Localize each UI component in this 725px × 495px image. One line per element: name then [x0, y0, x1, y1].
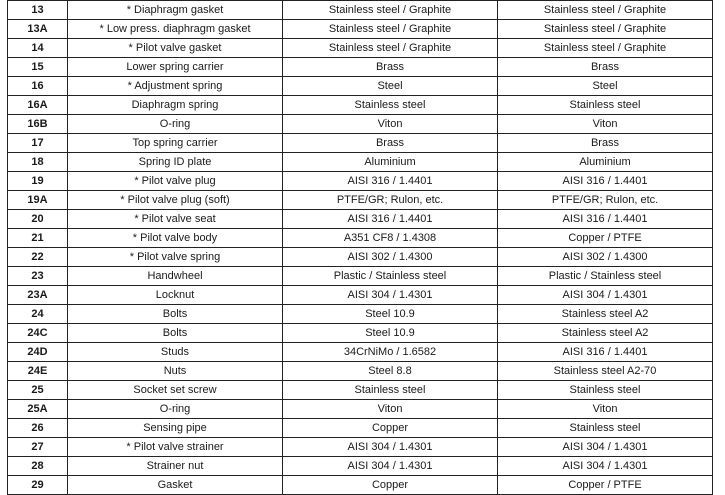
material-cell-2: Aluminium [498, 153, 713, 172]
part-name-cell: * Diaphragm gasket [68, 1, 283, 20]
part-name-cell: Bolts [68, 324, 283, 343]
material-cell-2: Stainless steel / Graphite [498, 1, 713, 20]
part-number-cell: 26 [8, 419, 68, 438]
table-row [8, 476, 713, 495]
material-cell-1: Steel 10.9 [283, 324, 498, 343]
part-number-cell: 19A [8, 191, 68, 210]
part-number-cell: 24D [8, 343, 68, 362]
material-cell-1: Steel 8.8 [283, 362, 498, 381]
part-number-cell: 13 [8, 1, 68, 20]
part-number-cell: 25 [8, 381, 68, 400]
part-number-cell: 17 [8, 134, 68, 153]
material-cell-1: 34CrNiMo / 1.6582 [283, 343, 498, 362]
part-name-cell: * Pilot valve plug (soft) [68, 191, 283, 210]
table-row [8, 210, 713, 229]
table-row [8, 343, 713, 362]
material-cell-1: Viton [283, 115, 498, 134]
part-number-cell: 13A [8, 20, 68, 39]
material-cell-2: Stainless steel [498, 419, 713, 438]
material-cell-1: Steel [283, 77, 498, 96]
material-cell-1: Stainless steel / Graphite [283, 39, 498, 58]
part-number-cell: 22 [8, 248, 68, 267]
part-number-cell: 29 [8, 476, 68, 495]
table-row [8, 400, 713, 419]
part-name-cell: Studs [68, 343, 283, 362]
material-cell-2: Stainless steel [498, 381, 713, 400]
material-cell-1: PTFE/GR; Rulon, etc. [283, 191, 498, 210]
part-name-cell: Lower spring carrier [68, 58, 283, 77]
material-cell-2: Steel [498, 77, 713, 96]
material-cell-2: Stainless steel A2 [498, 305, 713, 324]
part-number-cell: 23 [8, 267, 68, 286]
table-row [8, 134, 713, 153]
material-cell-1: Plastic / Stainless steel [283, 267, 498, 286]
material-cell-2: Stainless steel / Graphite [498, 39, 713, 58]
table-row [8, 381, 713, 400]
material-cell-2: Viton [498, 115, 713, 134]
material-cell-2: AISI 304 / 1.4301 [498, 438, 713, 457]
part-number-cell: 24E [8, 362, 68, 381]
parts-materials-table [7, 0, 713, 495]
material-cell-2: Copper / PTFE [498, 229, 713, 248]
material-cell-1: AISI 316 / 1.4401 [283, 172, 498, 191]
part-name-cell: Strainer nut [68, 457, 283, 476]
table-row [8, 20, 713, 39]
part-name-cell: Bolts [68, 305, 283, 324]
table-row [8, 1, 713, 20]
part-name-cell: Locknut [68, 286, 283, 305]
part-number-cell: 23A [8, 286, 68, 305]
material-cell-1: AISI 302 / 1.4300 [283, 248, 498, 267]
material-cell-1: Viton [283, 400, 498, 419]
material-cell-1: AISI 304 / 1.4301 [283, 438, 498, 457]
table-row [8, 172, 713, 191]
material-cell-2: Copper / PTFE [498, 476, 713, 495]
part-name-cell: Handwheel [68, 267, 283, 286]
part-name-cell: Gasket [68, 476, 283, 495]
part-number-cell: 16A [8, 96, 68, 115]
table-row [8, 267, 713, 286]
part-name-cell: * Pilot valve body [68, 229, 283, 248]
part-number-cell: 24C [8, 324, 68, 343]
part-number-cell: 15 [8, 58, 68, 77]
material-cell-1: Aluminium [283, 153, 498, 172]
material-cell-1: Copper [283, 419, 498, 438]
table-row [8, 153, 713, 172]
material-cell-1: AISI 304 / 1.4301 [283, 457, 498, 476]
table-row [8, 457, 713, 476]
material-cell-2: AISI 316 / 1.4401 [498, 210, 713, 229]
part-name-cell: Diaphragm spring [68, 96, 283, 115]
table-row [8, 286, 713, 305]
material-cell-1: A351 CF8 / 1.4308 [283, 229, 498, 248]
material-cell-2: Stainless steel A2 [498, 324, 713, 343]
table-body [8, 1, 713, 495]
table-row [8, 58, 713, 77]
material-cell-2: AISI 316 / 1.4401 [498, 343, 713, 362]
material-cell-2: AISI 316 / 1.4401 [498, 172, 713, 191]
material-cell-1: Stainless steel / Graphite [283, 20, 498, 39]
material-cell-2: Stainless steel [498, 96, 713, 115]
table-row [8, 438, 713, 457]
material-cell-1: Stainless steel / Graphite [283, 1, 498, 20]
material-cell-1: AISI 316 / 1.4401 [283, 210, 498, 229]
part-name-cell: * Pilot valve gasket [68, 39, 283, 58]
part-name-cell: * Pilot valve strainer [68, 438, 283, 457]
part-number-cell: 21 [8, 229, 68, 248]
part-name-cell: Spring ID plate [68, 153, 283, 172]
material-cell-1: Steel 10.9 [283, 305, 498, 324]
material-cell-1: Brass [283, 58, 498, 77]
material-cell-2: Brass [498, 58, 713, 77]
part-name-cell: * Pilot valve seat [68, 210, 283, 229]
table-row [8, 39, 713, 58]
table-row [8, 191, 713, 210]
part-number-cell: 18 [8, 153, 68, 172]
part-name-cell: O-ring [68, 115, 283, 134]
part-name-cell: Sensing pipe [68, 419, 283, 438]
table-row [8, 229, 713, 248]
part-number-cell: 19 [8, 172, 68, 191]
material-cell-2: Viton [498, 400, 713, 419]
material-cell-2: AISI 302 / 1.4300 [498, 248, 713, 267]
table-row [8, 324, 713, 343]
table-row [8, 77, 713, 96]
table-row [8, 248, 713, 267]
material-cell-1: Stainless steel [283, 381, 498, 400]
part-number-cell: 20 [8, 210, 68, 229]
material-cell-2: PTFE/GR; Rulon, etc. [498, 191, 713, 210]
part-name-cell: Socket set screw [68, 381, 283, 400]
material-cell-1: Stainless steel [283, 96, 498, 115]
part-name-cell: * Low press. diaphragm gasket [68, 20, 283, 39]
part-number-cell: 27 [8, 438, 68, 457]
material-cell-2: Plastic / Stainless steel [498, 267, 713, 286]
part-number-cell: 28 [8, 457, 68, 476]
table-row [8, 362, 713, 381]
material-cell-2: Stainless steel A2-70 [498, 362, 713, 381]
material-cell-1: AISI 304 / 1.4301 [283, 286, 498, 305]
part-name-cell: * Pilot valve plug [68, 172, 283, 191]
part-name-cell: Top spring carrier [68, 134, 283, 153]
table-row [8, 419, 713, 438]
table-row [8, 305, 713, 324]
part-number-cell: 16B [8, 115, 68, 134]
part-number-cell: 25A [8, 400, 68, 419]
part-number-cell: 14 [8, 39, 68, 58]
part-name-cell: * Adjustment spring [68, 77, 283, 96]
part-name-cell: Nuts [68, 362, 283, 381]
material-cell-2: AISI 304 / 1.4301 [498, 457, 713, 476]
part-name-cell: * Pilot valve spring [68, 248, 283, 267]
material-cell-1: Brass [283, 134, 498, 153]
material-cell-2: AISI 304 / 1.4301 [498, 286, 713, 305]
material-cell-1: Copper [283, 476, 498, 495]
material-cell-2: Stainless steel / Graphite [498, 20, 713, 39]
material-cell-2: Brass [498, 134, 713, 153]
part-number-cell: 24 [8, 305, 68, 324]
part-name-cell: O-ring [68, 400, 283, 419]
parts-materials-table-container [7, 0, 713, 495]
table-row [8, 115, 713, 134]
part-number-cell: 16 [8, 77, 68, 96]
table-row [8, 96, 713, 115]
